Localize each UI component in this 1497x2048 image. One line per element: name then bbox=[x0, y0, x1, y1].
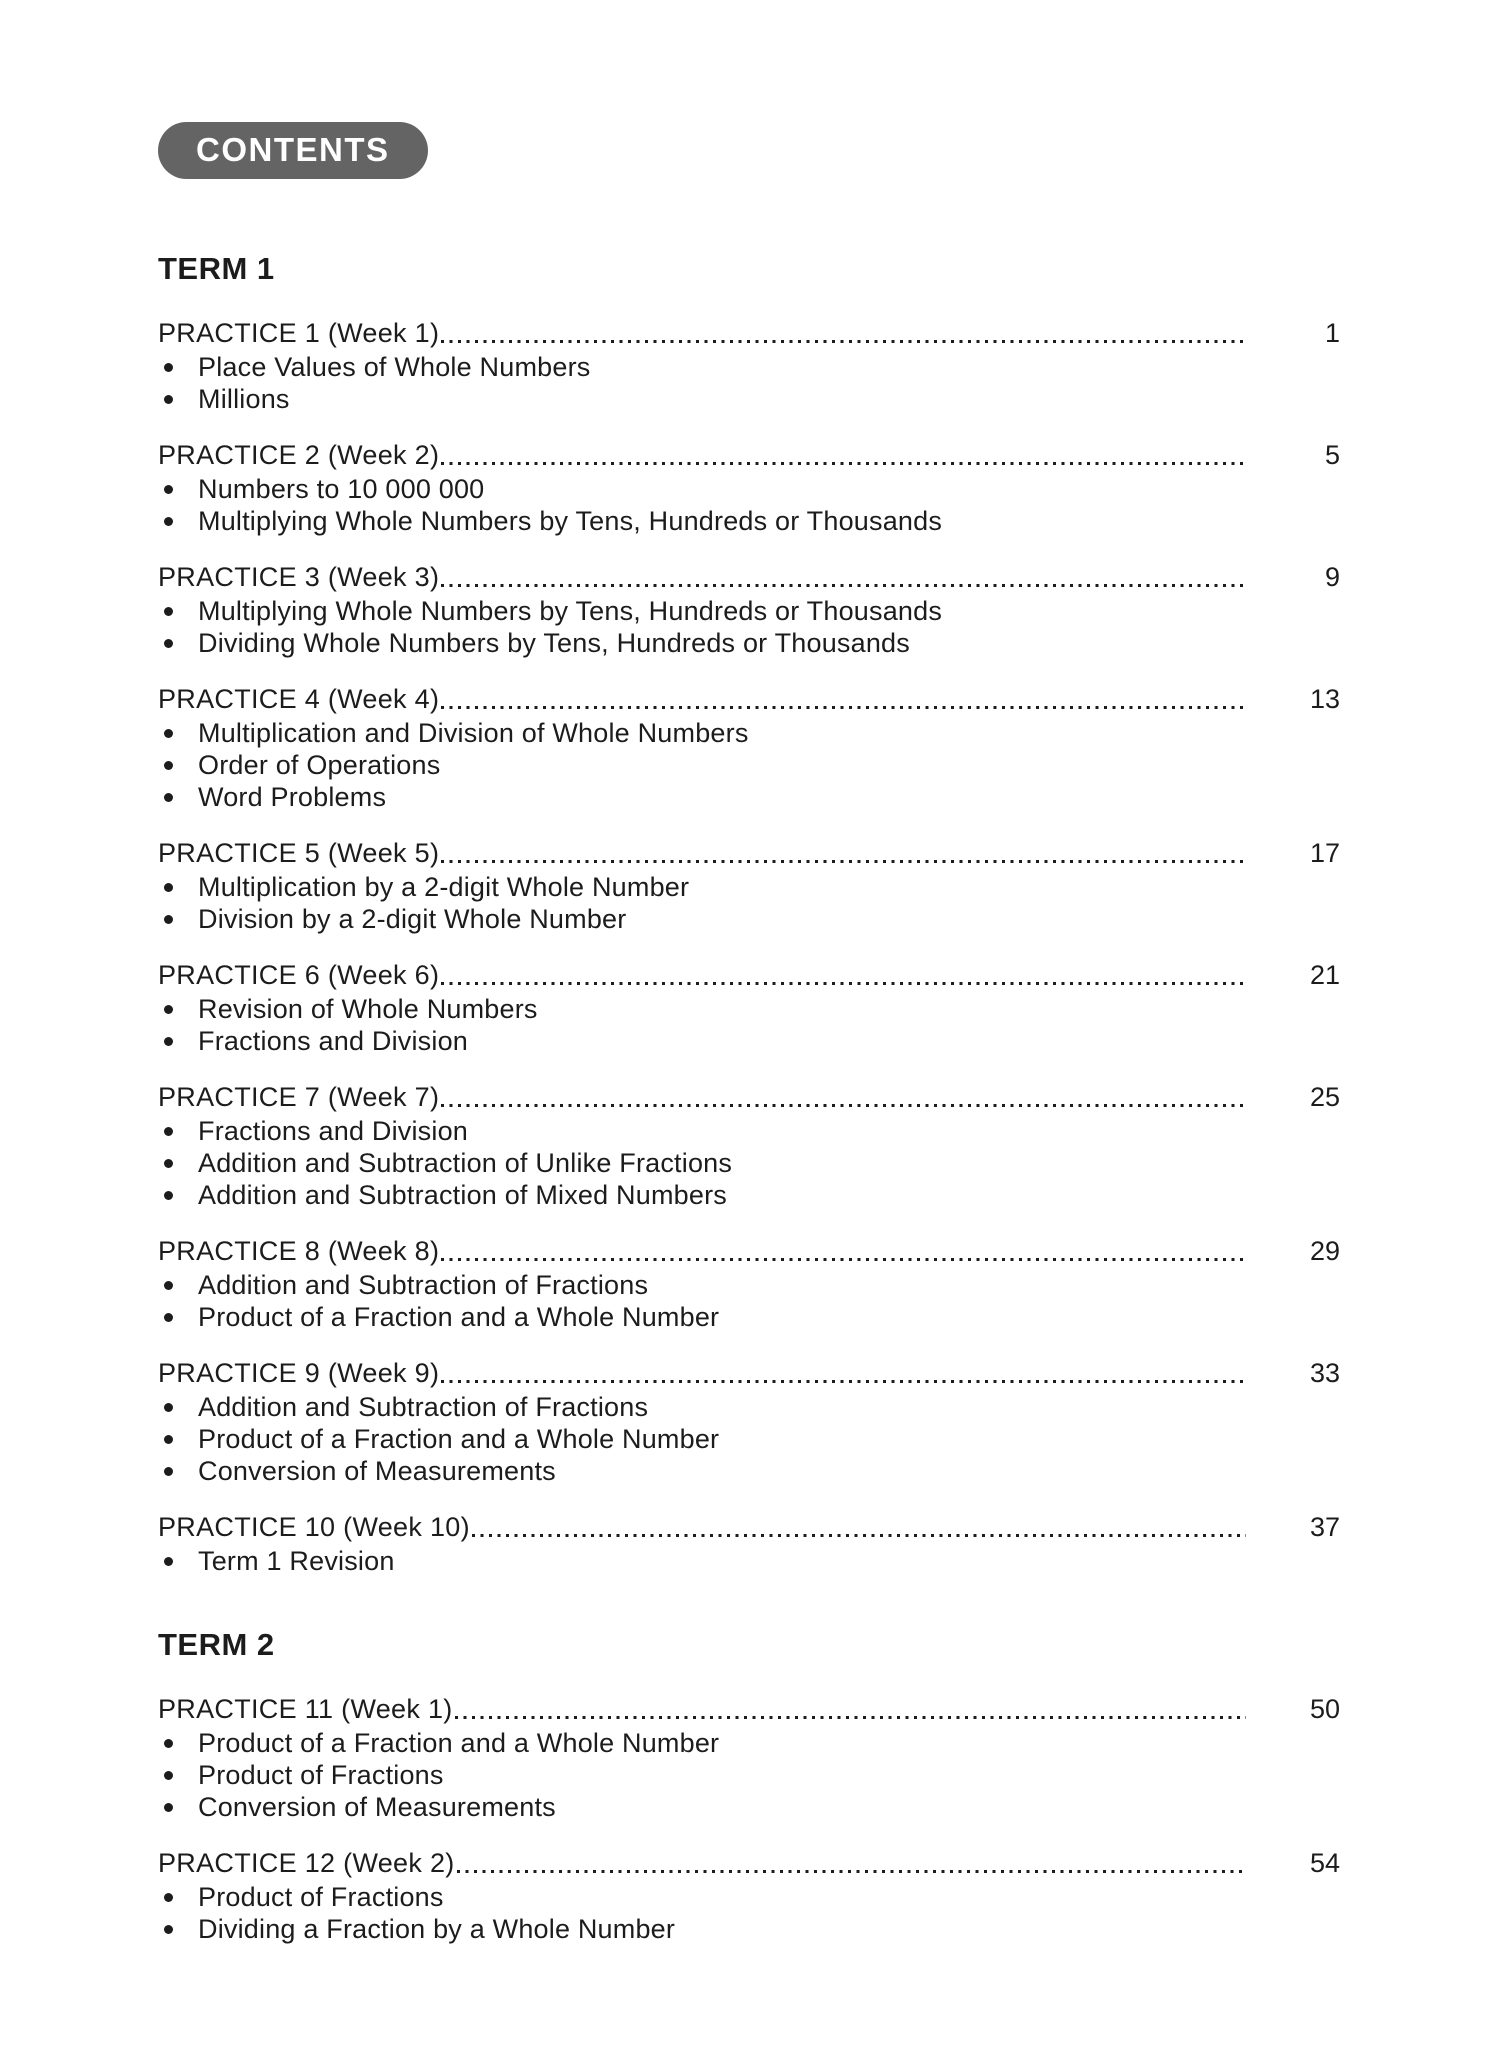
toc-entry-title: PRACTICE 12 (Week 2) bbox=[158, 1848, 455, 1878]
topic-item: Multiplication and Division of Whole Numbers bbox=[158, 717, 1340, 749]
dot-leader bbox=[457, 1847, 1246, 1879]
toc-entry-row bbox=[158, 683, 1340, 715]
toc-entry-title: PRACTICE 8 (Week 8) bbox=[158, 1236, 440, 1266]
term-heading: TERM 2 bbox=[158, 1627, 275, 1662]
topic-item: Dividing Whole Numbers by Tens, Hundreds or Thousands bbox=[158, 627, 1340, 659]
toc-entry-row bbox=[158, 1235, 1340, 1267]
dot-leader bbox=[472, 1511, 1246, 1543]
toc-entry-title: PRACTICE 6 (Week 6) bbox=[158, 960, 440, 990]
topic-item: Product of Fractions bbox=[158, 1881, 1340, 1913]
toc-entry bbox=[158, 561, 1340, 659]
toc-entry-page-number: 33 bbox=[1309, 1358, 1340, 1388]
topic-item: Numbers to 10 000 000 bbox=[158, 473, 1340, 505]
toc-entry-title: PRACTICE 10 (Week 10) bbox=[158, 1512, 470, 1542]
topic-item: Addition and Subtraction of Fractions bbox=[158, 1391, 1340, 1423]
toc-entry-page-number: 17 bbox=[1309, 838, 1340, 868]
toc-entry-row bbox=[158, 1081, 1340, 1113]
contents-title: CONTENTS bbox=[196, 131, 390, 168]
topic-item: Product of Fractions bbox=[158, 1759, 1340, 1791]
toc-entry bbox=[158, 1847, 1340, 1945]
topic-list bbox=[158, 351, 1340, 415]
term-entries bbox=[158, 317, 1340, 1577]
toc-entry-page-number: 50 bbox=[1309, 1694, 1340, 1724]
toc-entry bbox=[158, 1511, 1340, 1577]
topic-list bbox=[158, 1391, 1340, 1487]
topic-item: Place Values of Whole Numbers bbox=[158, 351, 1340, 383]
topic-list bbox=[158, 1115, 1340, 1211]
topic-item: Word Problems bbox=[158, 781, 1340, 813]
topic-item: Term 1 Revision bbox=[158, 1545, 1340, 1577]
toc-entry-page-number: 29 bbox=[1309, 1236, 1340, 1266]
topic-item: Conversion of Measurements bbox=[158, 1455, 1340, 1487]
toc-entry-title: PRACTICE 2 (Week 2) bbox=[158, 440, 440, 470]
dot-leader bbox=[441, 317, 1246, 349]
dot-leader bbox=[441, 1357, 1246, 1389]
dot-leader bbox=[441, 683, 1246, 715]
toc-entry bbox=[158, 439, 1340, 537]
topic-item: Conversion of Measurements bbox=[158, 1791, 1340, 1823]
toc-entry-title: PRACTICE 5 (Week 5) bbox=[158, 838, 440, 868]
toc-entry-row bbox=[158, 837, 1340, 869]
toc-entry bbox=[158, 1357, 1340, 1487]
toc-entry-title: PRACTICE 9 (Week 9) bbox=[158, 1358, 440, 1388]
topic-item: Product of a Fraction and a Whole Number bbox=[158, 1423, 1340, 1455]
topic-list bbox=[158, 1269, 1340, 1333]
topic-list bbox=[158, 871, 1340, 935]
toc-entry-title: PRACTICE 7 (Week 7) bbox=[158, 1082, 440, 1112]
toc-entry-title: PRACTICE 3 (Week 3) bbox=[158, 562, 440, 592]
toc-entry bbox=[158, 959, 1340, 1057]
toc-entry-row bbox=[158, 1693, 1340, 1725]
dot-leader bbox=[441, 1235, 1246, 1267]
contents-header-badge bbox=[158, 122, 428, 179]
toc-entry-page-number: 13 bbox=[1309, 684, 1340, 714]
topic-list bbox=[158, 993, 1340, 1057]
topic-list bbox=[158, 717, 1340, 813]
topic-item: Product of a Fraction and a Whole Number bbox=[158, 1301, 1340, 1333]
dot-leader bbox=[441, 561, 1246, 593]
topic-item: Product of a Fraction and a Whole Number bbox=[158, 1727, 1340, 1759]
dot-leader bbox=[441, 439, 1246, 471]
term-section bbox=[158, 1627, 1340, 1945]
toc-entry bbox=[158, 837, 1340, 935]
dot-leader bbox=[441, 1081, 1246, 1113]
toc-entry-page-number: 1 bbox=[1324, 318, 1340, 348]
term-section bbox=[158, 251, 1340, 1577]
topic-item: Revision of Whole Numbers bbox=[158, 993, 1340, 1025]
toc-entry bbox=[158, 1693, 1340, 1823]
toc-entry-row bbox=[158, 1847, 1340, 1879]
toc-entry-title: PRACTICE 1 (Week 1) bbox=[158, 318, 440, 348]
toc-entry-row bbox=[158, 1357, 1340, 1389]
toc-entry-row bbox=[158, 1511, 1340, 1543]
topic-item: Millions bbox=[158, 383, 1340, 415]
topic-item: Fractions and Division bbox=[158, 1115, 1340, 1147]
toc-entry-page-number: 37 bbox=[1309, 1512, 1340, 1542]
toc-entry-row bbox=[158, 439, 1340, 471]
dot-leader bbox=[441, 837, 1246, 869]
toc-entry bbox=[158, 1235, 1340, 1333]
dot-leader bbox=[441, 959, 1246, 991]
toc-entry-row bbox=[158, 959, 1340, 991]
toc-entry-row bbox=[158, 561, 1340, 593]
term-entries bbox=[158, 1693, 1340, 1945]
topic-list bbox=[158, 1881, 1340, 1945]
term-heading: TERM 1 bbox=[158, 251, 275, 286]
topic-item: Addition and Subtraction of Fractions bbox=[158, 1269, 1340, 1301]
toc-entry-page-number: 54 bbox=[1309, 1848, 1340, 1878]
topic-item: Addition and Subtraction of Mixed Numbers bbox=[158, 1179, 1340, 1211]
toc-entry-page-number: 5 bbox=[1324, 440, 1340, 470]
dot-leader bbox=[455, 1693, 1246, 1725]
topic-item: Fractions and Division bbox=[158, 1025, 1340, 1057]
table-of-contents bbox=[158, 251, 1340, 1945]
topic-item: Dividing a Fraction by a Whole Number bbox=[158, 1913, 1340, 1945]
topic-item: Division by a 2-digit Whole Number bbox=[158, 903, 1340, 935]
topic-list bbox=[158, 1727, 1340, 1823]
topic-list bbox=[158, 595, 1340, 659]
toc-entry bbox=[158, 1081, 1340, 1211]
topic-item: Addition and Subtraction of Unlike Fractions bbox=[158, 1147, 1340, 1179]
topic-item: Order of Operations bbox=[158, 749, 1340, 781]
topic-list bbox=[158, 473, 1340, 537]
toc-entry bbox=[158, 683, 1340, 813]
toc-entry-title: PRACTICE 4 (Week 4) bbox=[158, 684, 440, 714]
toc-entry-row bbox=[158, 317, 1340, 349]
toc-entry bbox=[158, 317, 1340, 415]
toc-entry-page-number: 21 bbox=[1309, 960, 1340, 990]
toc-entry-page-number: 25 bbox=[1309, 1082, 1340, 1112]
topic-item: Multiplication by a 2-digit Whole Number bbox=[158, 871, 1340, 903]
toc-entry-title: PRACTICE 11 (Week 1) bbox=[158, 1694, 453, 1724]
topic-item: Multiplying Whole Numbers by Tens, Hundreds or Thousands bbox=[158, 595, 1340, 627]
topic-item: Multiplying Whole Numbers by Tens, Hundreds or Thousands bbox=[158, 505, 1340, 537]
toc-entry-page-number: 9 bbox=[1324, 562, 1340, 592]
topic-list bbox=[158, 1545, 1340, 1577]
